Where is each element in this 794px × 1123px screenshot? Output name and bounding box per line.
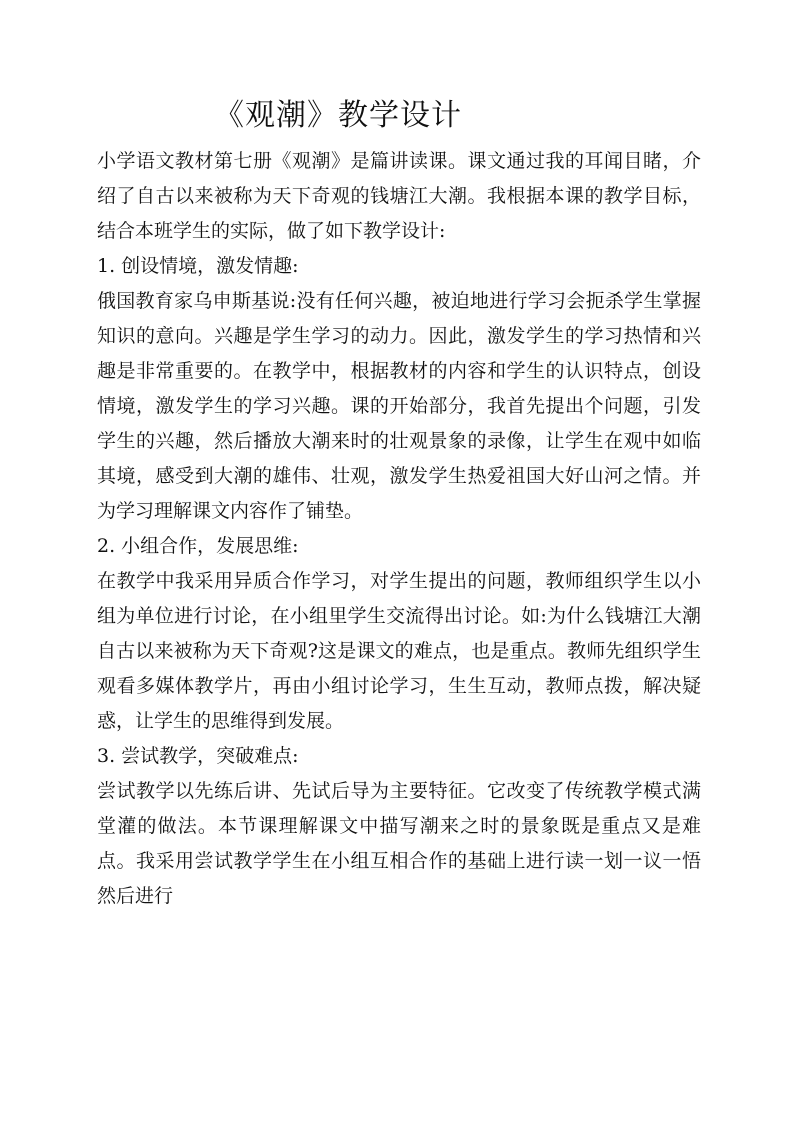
section-heading-1: 1. 创设情境，激发情趣:: [97, 255, 299, 277]
intro-paragraph: 小学语文教材第七册《观潮》是篇讲读课。课文通过我的耳闻目睹，介绍了自古以来被称为天下奇观的钱塘江大潮。我根据本课的教学目标，结合本班学生的实际，做了如下教学设计:: [97, 150, 701, 242]
section-heading-3: 3. 尝试教学，突破难点:: [97, 745, 299, 767]
section-paragraph-2: 在教学中我采用异质合作学习，对学生提出的问题，教师组织学生以小组为单位进行讨论，在小组里学生交流得出讨论。如:为什么钱塘江大潮自古以来被称为天下奇观?这是课文的难点，也是重点。教师先组织学生观看多媒体教学片，再由小组讨论学习，生生互动，教师点拨，解决疑惑，让学生的思维得到发展。: [97, 570, 701, 732]
section-paragraph-1: 俄国教育家乌申斯基说:没有任何兴趣，被迫地进行学习会扼杀学生掌握知识的意向。兴趣是学生学习的动力。因此，激发学生的学习热情和兴趣是非常重要的。在教学中，根据教材的内容和学生的认识特点，创设情境，激发学生的学习兴趣。课的开始部分，我首先提出个问题，引发学生的兴趣，然后播放大潮来时的壮观景象的录像，让学生在观中如临其境，感受到大潮的雄伟、壮观，激发学生热爱祖国大好山河之情。并为学习理解课文内容作了铺垫。: [97, 290, 701, 522]
document-body: [97, 144, 701, 914]
section-heading-2: 2. 小组合作，发展思维:: [97, 535, 299, 557]
document-title: 《观潮》教学设计: [214, 98, 462, 133]
section-paragraph-3: 尝试教学以先练后讲、先试后导为主要特征。它改变了传统教学模式满堂灌的做法。本节课理解课文中描写潮来之时的景象既是重点又是难点。我采用尝试教学学生在小组互相合作的基础上进行读一划一议一悟然后进行: [97, 780, 701, 907]
